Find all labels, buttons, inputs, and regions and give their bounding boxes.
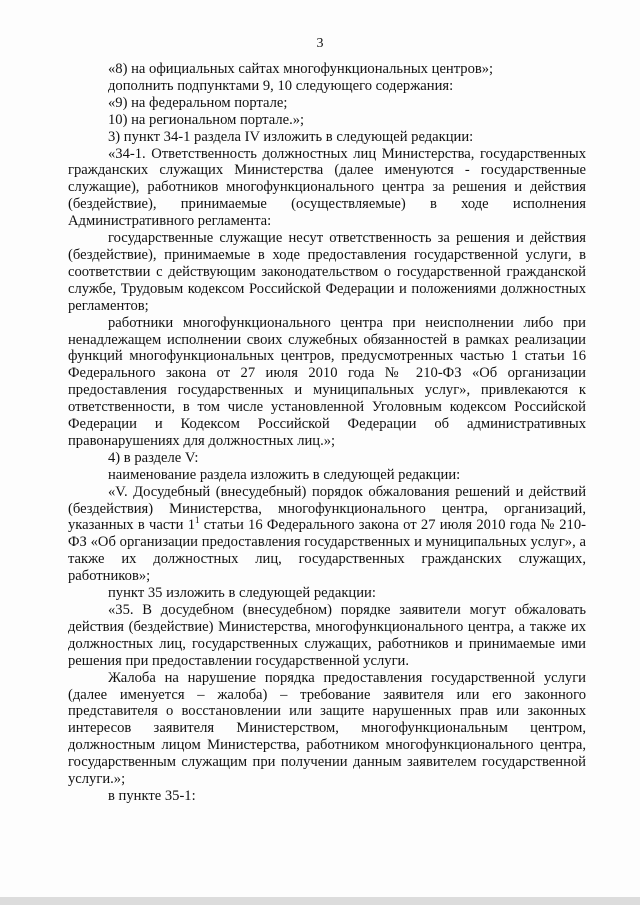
- paragraph: 4) в разделе V:: [108, 449, 199, 466]
- paragraph-part: «V. Досудебный (внесудебный) порядок обжалования решений и действий (бездействия) Министерства, многофункционального центра, организаций, указанных в части 1: [68, 483, 586, 534]
- paragraph: Жалоба на нарушение порядка предоставления государственной услуги (далее именуется – жалоба) – требование заявителя или его законного представителя о восстановлении или защите нарушенных прав или законных интересов заявителя Министерством, многофункциональным центром, должностным лицом Министерства, работником многофункционального центра, государственным служащим при получении данным заявителем государственной услуги.»;: [68, 669, 586, 788]
- paragraph: работники многофункционального центра при неисполнении либо при ненадлежащем исполнении своих служебных обязанностей в рамках реализации функций многофункциональных центров, предусмотренных частью 1 статьи 16 Федерального закона от 27 июля 2010 года № 210-ФЗ «Об организации предоставления государственных и муниципальных услуг», привлекаются к ответственности, в том числе установленной Уголовным кодексом Российской Федерации и Кодексом Российской Федерации об административных правонарушениях для должностных лиц.»;: [68, 314, 586, 449]
- page-number: 3: [316, 36, 324, 51]
- paragraph: пункт 35 изложить в следующей редакции:: [108, 585, 376, 602]
- paragraph-part: статьи 16 Федерального закона от 27 июля 2010 года № 210-ФЗ «Об организации предоставления государственных и муниципальных услуг», а также их должностных лиц, государственных гражданских служащих, работников»;: [68, 517, 586, 585]
- paragraph: «8) на официальных сайтах многофункциональных центров»;: [108, 61, 494, 77]
- paragraph: в пункте 35-1:: [108, 787, 196, 804]
- document-body: [68, 61, 586, 805]
- superscript: 1: [195, 515, 200, 526]
- scan-bottom-edge: [0, 897, 640, 905]
- paragraph: наименование раздела изложить в следующей редакции:: [108, 466, 461, 483]
- paragraph: государственные служащие несут ответственность за решения и действия (бездействие), принимаемые в ходе предоставления государственной услуги, в соответствии с действующим законодательством о государственной гражданской службе, Трудовым кодексом Российской Федерации и положениями должностных регламентов;: [68, 230, 586, 314]
- paragraph: 3) пункт 34-1 раздела IV изложить в следующей редакции:: [108, 128, 474, 145]
- paragraph: дополнить подпунктами 9, 10 следующего содержания:: [108, 77, 454, 94]
- paragraph: [68, 484, 586, 585]
- paragraph: «34-1. Ответственность должностных лиц Министерства, государственных гражданских служащих Министерства (далее именуются - государственные служащие), работников многофункционального центра за решения и действия (бездействие), принимаемые (осуществляемые) в ходе исполнения Административного регламента:: [68, 145, 586, 230]
- paragraph: «35. В досудебном (внесудебном) порядке заявители могут обжаловать действия (бездействие) Министерства, многофункционального центра, а также их должностных лиц, государственных служащих, работников и принимаемые ими решения при предоставлении государственной услуги.: [68, 602, 586, 669]
- paragraph: 10) на региональном портале.»;: [108, 111, 305, 128]
- paragraph: «9) на федеральном портале;: [108, 94, 288, 111]
